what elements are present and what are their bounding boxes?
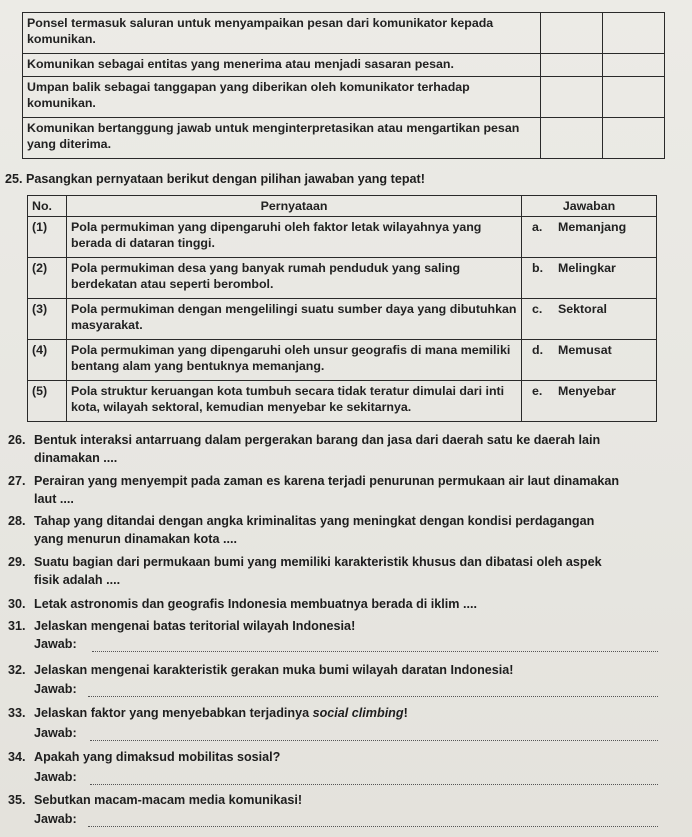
check-cell[interactable] — [541, 118, 603, 159]
row-statement: Pola permukiman yang dipengaruhi oleh faktor letak wilayahnya yang berada di dataran tinggi. — [67, 217, 522, 258]
question-31 — [8, 618, 678, 636]
table-row — [28, 299, 657, 340]
question-text: Sebutkan macam-macam media komunikasi! — [34, 793, 303, 807]
answer-text: Menyebar — [558, 384, 616, 398]
answer-letter: d. — [532, 343, 544, 357]
jawab-label: Jawab: — [34, 812, 77, 826]
question-number: 26. — [8, 433, 26, 447]
question-number: 33. — [8, 706, 26, 720]
jawab-label: Jawab: — [34, 726, 77, 740]
question-text-end: ! — [403, 706, 408, 720]
answer-text: Sektoral — [558, 302, 607, 316]
question-text-cont: fisik adalah .... — [34, 572, 121, 587]
answer-line[interactable] — [92, 651, 658, 652]
true-false-table — [22, 12, 665, 159]
check-cell[interactable] — [541, 77, 603, 118]
check-cell[interactable] — [603, 54, 665, 77]
answer-letter: b. — [532, 261, 544, 275]
answer-letter: a. — [532, 220, 543, 234]
jawab-label: Jawab: — [34, 682, 77, 696]
row-number: (4) — [28, 340, 67, 381]
matching-table — [27, 195, 657, 422]
question-text: Letak astronomis dan geografis Indonesia membuatnya berada di iklim .... — [34, 597, 477, 611]
question-28 — [8, 513, 678, 548]
answer-text: Memusat — [558, 343, 612, 357]
question-text-cont: dinamakan .... — [34, 450, 118, 465]
jawab-label: Jawab: — [34, 637, 77, 651]
answer-line[interactable] — [90, 740, 658, 741]
row-statement: Pola permukiman yang dipengaruhi oleh unsur geografis di mana memiliki bentang alam yang bentuknya memanjang. — [67, 340, 522, 381]
question-35 — [8, 792, 678, 810]
question-number: 32. — [8, 663, 26, 677]
question-number: 30. — [8, 597, 26, 611]
question-number: 27. — [8, 474, 26, 488]
jawab-label: Jawab: — [34, 770, 77, 784]
table-row — [23, 118, 665, 159]
question-text-cont: yang menurun dinamakan kota .... — [34, 531, 237, 546]
answer-text: Memanjang — [558, 220, 627, 234]
question-30 — [8, 596, 678, 614]
answer-letter: e. — [532, 384, 543, 398]
check-cell[interactable] — [541, 13, 603, 54]
header-row — [28, 196, 657, 217]
row-number: (5) — [28, 381, 67, 422]
table-row — [28, 258, 657, 299]
row-answer — [522, 217, 657, 258]
question-29 — [8, 554, 678, 589]
row-statement: Pola permukiman desa yang banyak rumah penduduk yang saling berdekatan atau seperti berombol. — [67, 258, 522, 299]
question-text: Bentuk interaksi antarruang dalam pergerakan barang dan jasa dari daerah satu ke daerah lain — [34, 433, 601, 447]
row-number: (2) — [28, 258, 67, 299]
question-text: Suatu bagian dari permukaan bumi yang memiliki karakteristik khusus dan dibatasi oleh aspek — [34, 555, 602, 569]
row-number: (3) — [28, 299, 67, 340]
header-answer: Jawaban — [522, 196, 657, 217]
row-answer — [522, 381, 657, 422]
question-text-cont: laut .... — [34, 491, 74, 506]
row-statement: Pola permukiman dengan mengelilingi suatu sumber daya yang dibutuhkan masyarakat. — [67, 299, 522, 340]
row-statement: Pola struktur keruangan kota tumbuh secara tidak teratur dimulai dari inti kota, wilayah sektoral, kemudian menyebar ke sekitarnya. — [67, 381, 522, 422]
question-number: 35. — [8, 793, 26, 807]
statement-cell: Komunikan bertanggung jawab untuk menginterpretasikan atau mengartikan pesan yang diterima. — [23, 118, 541, 159]
statement-cell: Ponsel termasuk saluran untuk menyampaikan pesan dari komunikator kepada komunikan. — [23, 13, 541, 54]
question-text: Perairan yang menyempit pada zaman es karena terjadi penurunan permukaan air laut dinamakan — [34, 474, 620, 488]
table-row — [23, 54, 665, 77]
check-cell[interactable] — [603, 118, 665, 159]
check-cell[interactable] — [603, 13, 665, 54]
statement-cell: Komunikan sebagai entitas yang menerima atau menjadi sasaran pesan. — [23, 54, 541, 77]
answer-letter: c. — [532, 302, 543, 316]
question-number: 31. — [8, 619, 26, 633]
table-row — [28, 217, 657, 258]
table-row — [28, 381, 657, 422]
answer-line[interactable] — [88, 826, 658, 827]
question-26 — [8, 432, 678, 467]
question-text: Tahap yang ditandai dengan angka kriminalitas yang meningkat dengan kondisi perdagangan — [34, 514, 595, 528]
header-no: No. — [28, 196, 67, 217]
question-33 — [8, 705, 678, 723]
question-27 — [8, 473, 678, 508]
question-number: 28. — [8, 514, 26, 528]
check-cell[interactable] — [541, 54, 603, 77]
question-32 — [8, 662, 678, 680]
question-number: 34. — [8, 750, 26, 764]
row-answer — [522, 299, 657, 340]
table-row — [28, 340, 657, 381]
question-text-italic: social climbing — [312, 706, 404, 720]
question-text: Apakah yang dimaksud mobilitas sosial? — [34, 750, 281, 764]
row-number: (1) — [28, 217, 67, 258]
table-row — [23, 13, 665, 54]
section-25-heading: 25. Pasangkan pernyataan berikut dengan pilihan jawaban yang tepat! — [5, 172, 425, 186]
table-row — [23, 77, 665, 118]
question-text: Jelaskan faktor yang menyebabkan terjadinya — [34, 706, 313, 720]
question-text: Jelaskan mengenai karakteristik gerakan muka bumi wilayah daratan Indonesia! — [34, 663, 514, 677]
answer-line[interactable] — [90, 784, 658, 785]
question-text: Jelaskan mengenai batas teritorial wilayah Indonesia! — [34, 619, 356, 633]
answer-text: Melingkar — [558, 261, 616, 275]
statement-cell: Umpan balik sebagai tanggapan yang diberikan oleh komunikator terhadap komunikan. — [23, 77, 541, 118]
question-34 — [8, 749, 678, 767]
question-number: 29. — [8, 555, 26, 569]
row-answer — [522, 258, 657, 299]
row-answer — [522, 340, 657, 381]
header-statement: Pernyataan — [67, 196, 522, 217]
check-cell[interactable] — [603, 77, 665, 118]
answer-line[interactable] — [88, 696, 658, 697]
